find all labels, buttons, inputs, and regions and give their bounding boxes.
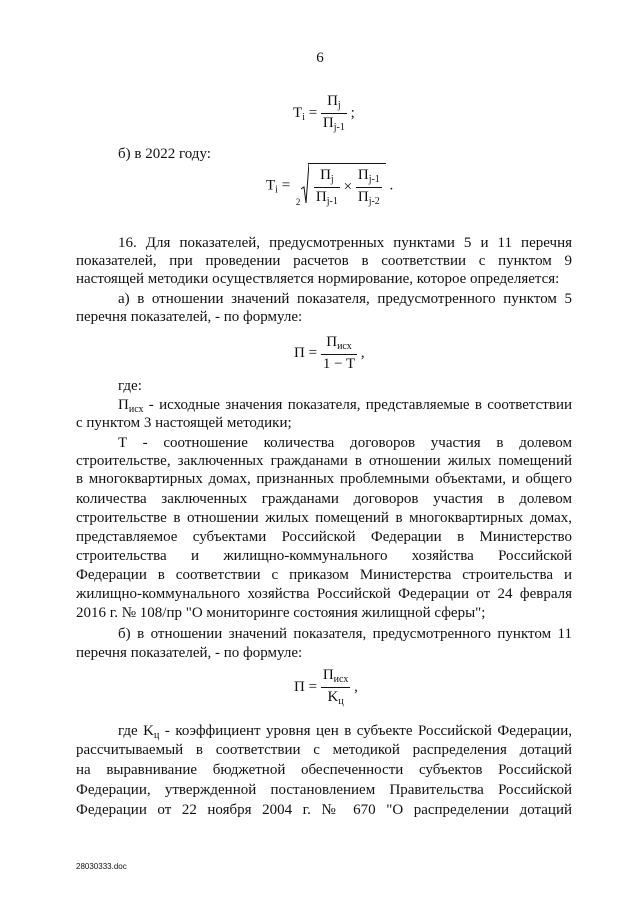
subitem-b-2022: б) в 2022 году: (118, 146, 211, 162)
equals-sign: = (308, 678, 318, 695)
radical-sign-icon (301, 163, 309, 203)
definition-t-line: строительства и жилищно-коммунального хозяйства Российской (76, 548, 572, 564)
definition-t-line: T - соотношение количества договоров участия в долевом (118, 435, 572, 451)
where-label: где: (118, 378, 142, 394)
fraction (314, 168, 340, 207)
fraction (356, 168, 382, 207)
definition-t-line: строительстве, заключенных гражданами в отношении жилых помещений (76, 453, 572, 469)
denominator-sub: ц (338, 696, 344, 707)
formula-punct: , (360, 344, 365, 361)
fraction-denominator: П (315, 189, 327, 205)
fraction-numerator: П (326, 334, 338, 350)
paragraph-16-line: 16. Для показателей, предусмотренных пунктами 5 и 11 перечня (118, 235, 572, 251)
fraction-numerator: П (327, 93, 338, 109)
formula-lhs: П (294, 344, 305, 361)
definition-kc-line: Федерации, утвержденной постановлением Правительства Российской (76, 782, 572, 798)
formula-ti-ratio (293, 94, 355, 133)
formula-p-over-kc (294, 668, 358, 707)
numerator-sub: исх (337, 341, 352, 352)
numerator-sub: j (330, 174, 334, 185)
equals-sign: = (308, 104, 318, 121)
formula-lhs-sub: i (302, 111, 305, 123)
equals-sign: = (308, 344, 318, 361)
subitem-b-line: б) в отношении значений показателя, предусмотренного пунктом 11 (118, 626, 572, 642)
symbol: П (118, 397, 129, 413)
fraction-denominator: 1 − T (322, 356, 356, 372)
subitem-a-line: перечня показателей, - по формуле: (76, 309, 303, 325)
subitem-b-line: перечня показателей, - по формуле: (76, 645, 303, 661)
definition-kc-line: на выравнивание бюджетной обеспеченности субъектов Российской (76, 762, 572, 778)
formula-lhs: П (294, 678, 305, 695)
footer-filename: 28030333.doc (76, 862, 127, 871)
symbol-sub: исх (128, 404, 144, 415)
definition-t-line: 2016 г. № 108/пр "О мониторинге состояния жилищной сферы"; (76, 605, 486, 621)
definition-text: - исходные значения показателя, представляемые в соответствии (143, 397, 572, 413)
fraction-denominator: K (327, 689, 339, 705)
paragraph-16-line: показателей, при проведении расчетов в соответствии с пунктом 9 (76, 253, 572, 269)
fraction-numerator: П (357, 167, 369, 183)
fraction-numerator: П (320, 167, 331, 183)
fraction-numerator: П (322, 667, 334, 683)
symbol-sub: ц (154, 730, 160, 741)
definition-line: с пунктом 3 настоящей методики; (76, 415, 292, 431)
definition-text: - коэффициент уровня цен в субъекте Российской Федерации, (159, 723, 572, 739)
formula-punct: ; (350, 104, 355, 121)
definition-t-line: жилищно-коммунального хозяйства Российской Федерации от 24 февраля (76, 586, 572, 602)
fraction (321, 335, 357, 372)
formula-punct: , (354, 678, 358, 695)
formula-lhs-sub: i (275, 184, 278, 196)
page-number: 6 (316, 50, 324, 66)
times-sign: × (343, 178, 353, 195)
definition-t-line: количества заключенных гражданами договоров участия в долевом (76, 491, 572, 507)
formula-punct: . (389, 177, 394, 194)
formula-lhs: T (266, 177, 276, 194)
definition-t-line: представляемое субъектами Российской Федерации в Министерство (76, 529, 572, 545)
formula-lhs: T (293, 104, 303, 121)
formula-p-over-one-minus-t (294, 335, 365, 372)
numerator-sub: j (337, 100, 341, 111)
fraction-denominator: П (322, 115, 334, 131)
paragraph-16-line: настоящей методики осуществляется нормирование, которое определяется: (76, 271, 560, 287)
definition-t-line: строительстве в отношении жилых помещений в многоквартирных домах, (76, 510, 572, 526)
fraction (321, 94, 347, 133)
definition-kc-line: рассчитываемый в соответствии с методикой распределения дотаций (76, 742, 572, 758)
denominator-sub: j-1 (326, 196, 338, 207)
root-index: 2 (295, 197, 301, 207)
numerator-sub: исх (333, 674, 349, 685)
formula-ti-root (266, 163, 393, 209)
equals-sign: = (281, 177, 291, 194)
denominator-sub: j-1 (333, 122, 345, 133)
subitem-a-line: а) в отношении значений показателя, предусмотренного пунктом 5 (118, 291, 572, 307)
fraction (321, 668, 351, 707)
definition-t-line: Федерации в соответствии с приказом Министерства строительства и (76, 567, 572, 583)
definition-lead: где K (118, 723, 155, 739)
numerator-sub: j-1 (368, 174, 380, 185)
square-root (295, 163, 386, 209)
definition-kc-line: Федерации от 22 ноября 2004 г. № 670 "О распределении дотаций (76, 802, 572, 818)
denominator-sub: j-2 (368, 196, 380, 207)
fraction-denominator: П (357, 189, 369, 205)
definition-t-line: в многоквартирных домах, признанных проблемными объектами, и общего (76, 471, 572, 487)
